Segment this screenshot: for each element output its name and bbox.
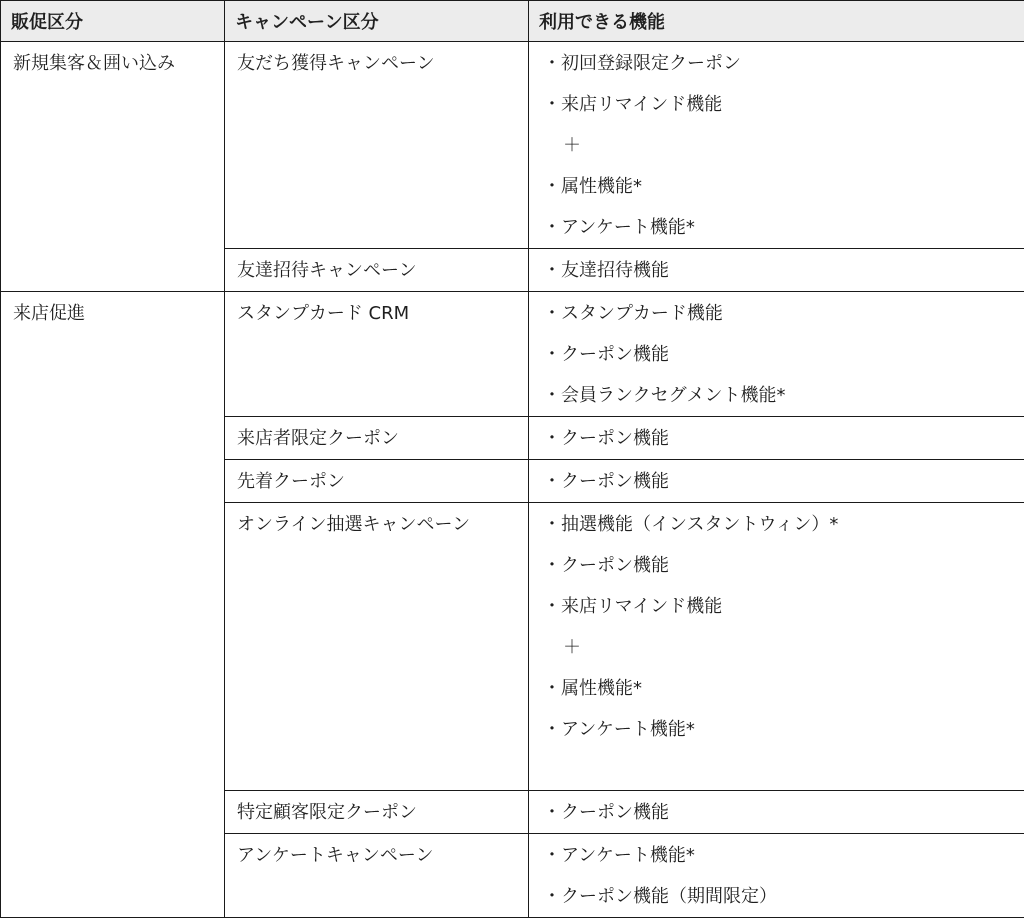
campaign-label: アンケートキャンペーン <box>237 835 528 876</box>
features-cell <box>529 292 1024 417</box>
feature-item: ・クーポン機能 <box>543 545 1024 586</box>
features-cell <box>529 791 1024 834</box>
campaign-cell <box>225 249 529 292</box>
campaign-label: オンライン抽選キャンペーン <box>237 504 528 545</box>
header-campaign-category: キャンペーン区分 <box>225 1 529 42</box>
features-cell <box>529 249 1024 292</box>
table-row <box>1 292 1024 417</box>
header-sales-category: 販促区分 <box>1 1 225 42</box>
category-cell <box>1 42 225 292</box>
feature-item: ・クーポン機能 <box>543 461 1024 502</box>
category-label: 新規集客＆囲い込み <box>13 43 224 84</box>
feature-item: ・来店リマインド機能 <box>543 84 1024 125</box>
campaign-cell <box>225 791 529 834</box>
feature-item: ・クーポン機能 <box>543 334 1024 375</box>
features-cell <box>529 834 1024 918</box>
campaign-cell <box>225 460 529 503</box>
feature-item: ・クーポン機能 <box>543 418 1024 459</box>
campaign-label: 先着クーポン <box>237 461 528 502</box>
features-cell <box>529 417 1024 460</box>
campaign-label: 友達招待キャンペーン <box>237 250 528 291</box>
feature-item: ・アンケート機能* <box>543 835 1024 876</box>
campaign-label: スタンプカード CRM <box>237 293 528 334</box>
feature-item: ・初回登録限定クーポン <box>543 43 1024 84</box>
feature-item: ・来店リマインド機能 <box>543 586 1024 627</box>
campaign-label: 友だち獲得キャンペーン <box>237 43 528 84</box>
features-cell <box>529 460 1024 503</box>
feature-item: ・属性機能* <box>543 166 1024 207</box>
campaign-cell <box>225 834 529 918</box>
feature-item: ・アンケート機能* <box>543 207 1024 248</box>
feature-item: ・スタンプカード機能 <box>543 293 1024 334</box>
feature-item: ・アンケート機能* <box>543 709 1024 750</box>
campaign-cell <box>225 292 529 417</box>
feature-item: ・クーポン機能（期間限定） <box>543 876 1024 917</box>
feature-plus-sign: ＋ <box>543 125 1024 166</box>
campaign-cell <box>225 503 529 791</box>
header-row <box>1 1 1024 42</box>
feature-item: ・属性機能* <box>543 668 1024 709</box>
category-cell <box>1 292 225 918</box>
feature-item: ・友達招待機能 <box>543 250 1024 291</box>
feature-item: ・抽選機能（インスタントウィン）* <box>543 504 1024 545</box>
campaign-label: 特定顧客限定クーポン <box>237 792 528 833</box>
table-row <box>1 42 1024 249</box>
campaign-label: 来店者限定クーポン <box>237 418 528 459</box>
feature-plus-sign: ＋ <box>543 627 1024 668</box>
feature-item: ・会員ランクセグメント機能* <box>543 375 1024 416</box>
feature-item: ・クーポン機能 <box>543 792 1024 833</box>
header-available-features: 利用できる機能 <box>529 1 1024 42</box>
features-cell <box>529 503 1024 791</box>
campaign-cell <box>225 42 529 249</box>
campaign-cell <box>225 417 529 460</box>
features-cell <box>529 42 1024 249</box>
category-label: 来店促進 <box>13 293 224 334</box>
